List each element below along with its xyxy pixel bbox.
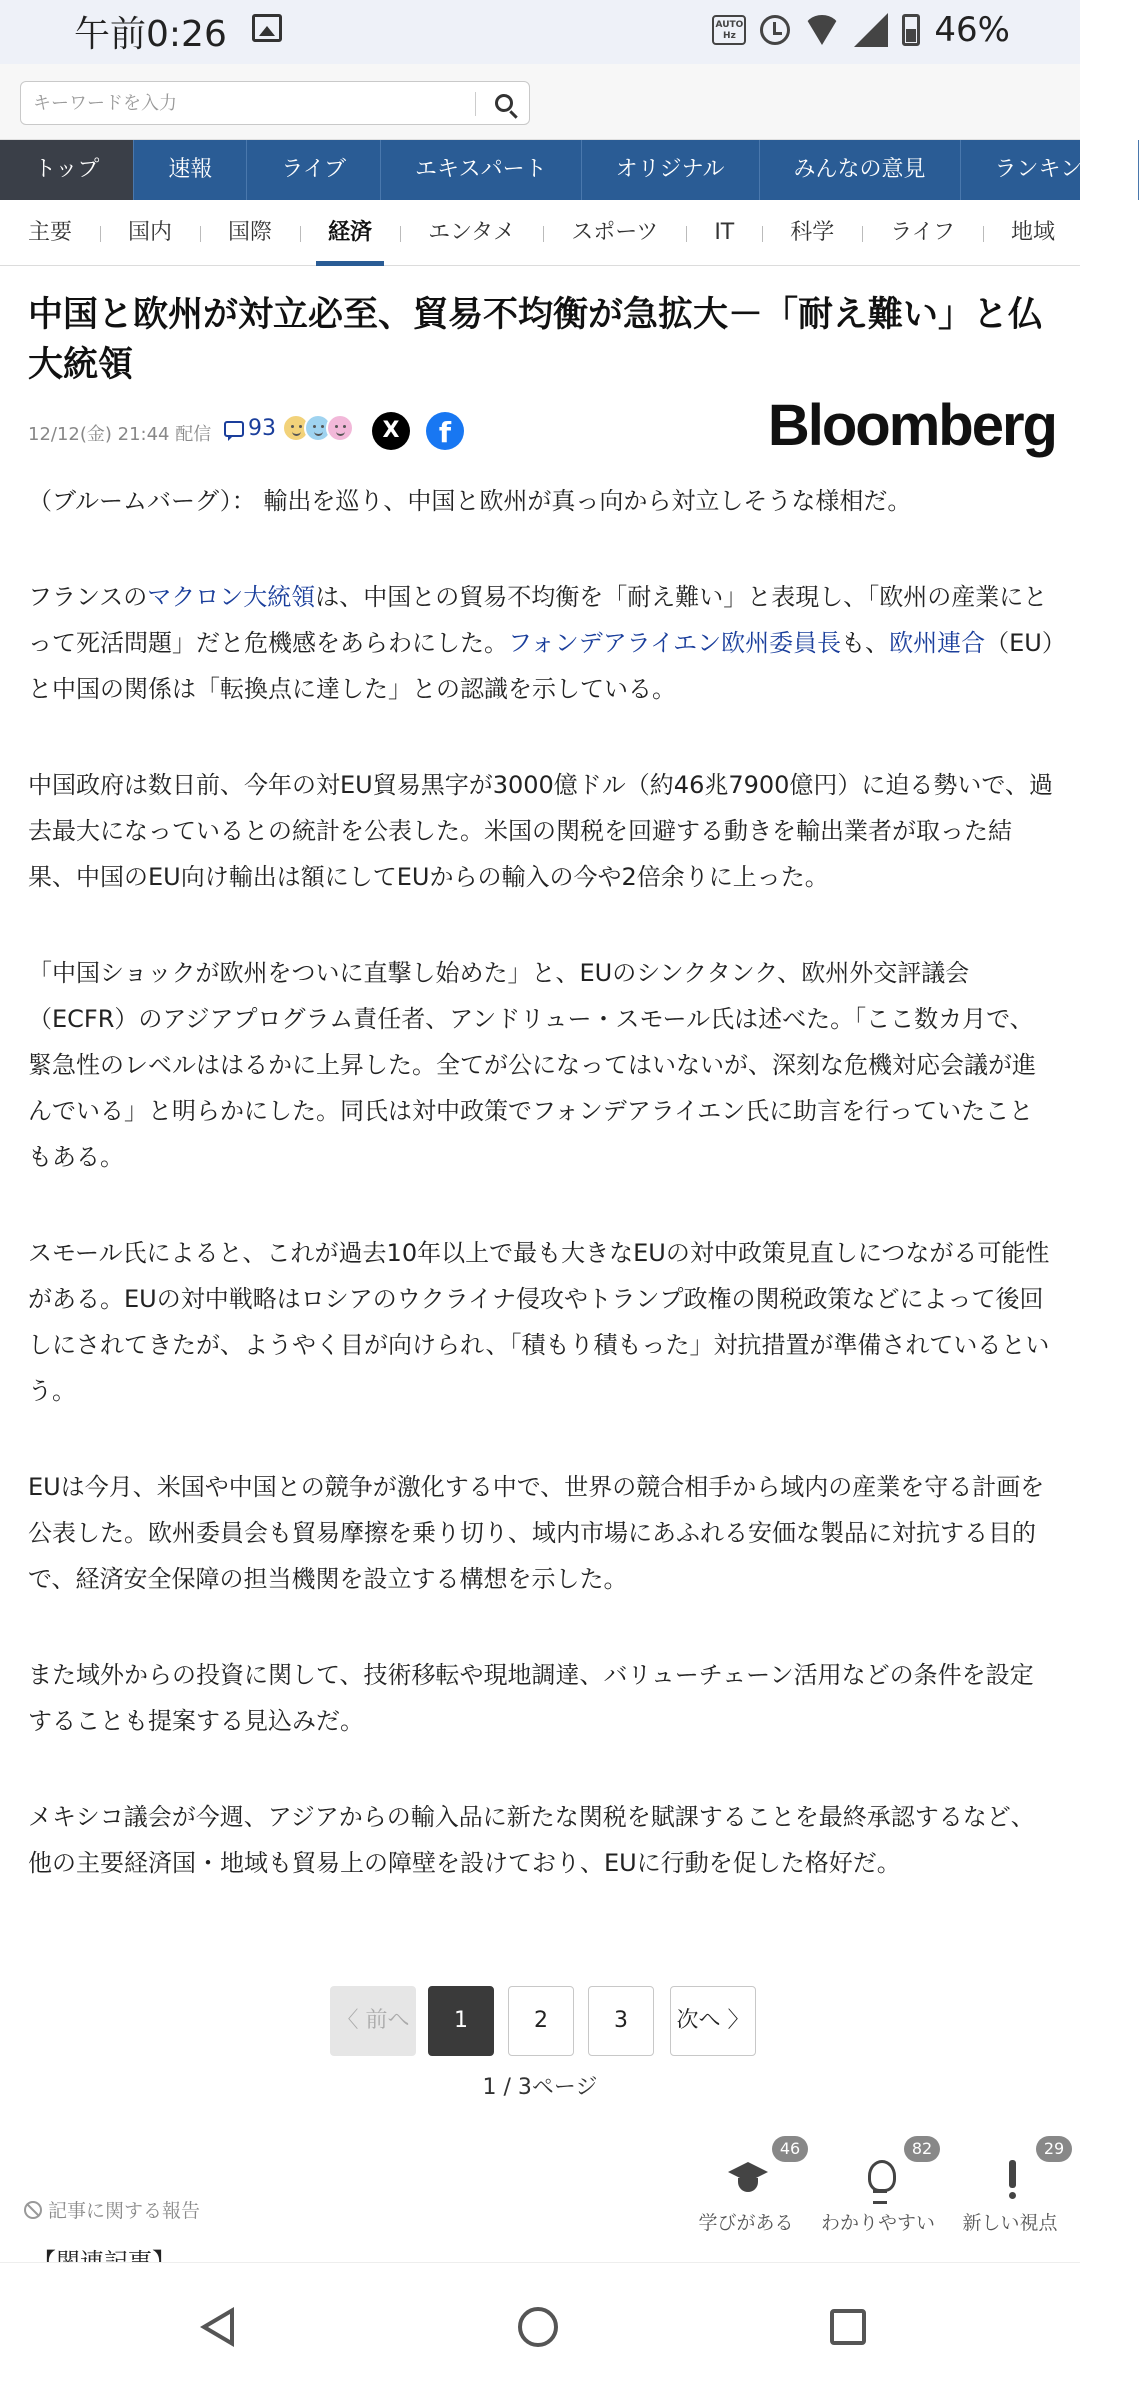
report-label: 記事に関する報告: [48, 2200, 201, 2222]
tab-entertainment[interactable]: エンタメ: [400, 200, 543, 266]
comment-icon: [224, 421, 244, 437]
search-icon: [495, 94, 513, 112]
link-macron[interactable]: マクロン大統領: [147, 583, 316, 611]
paragraph: 中国政府は数日前、今年の対EU貿易黒字が3000億ドル（約46兆7900億円）に迫る勢いで、過去最大になっているとの統計を公表した。米国の関税を回避する動きを輸出業者が取った結果、中国のEU向け輸出は額にしてEUからの輸入の今や2倍余りに上った。: [28, 771, 1053, 891]
paragraph: （ブルームバーグ）： 輸出を巡り、中国と欧州が真っ向から対立しそうな様相だ。: [28, 487, 912, 515]
paragraph: 「中国ショックが欧州をついに直撃し始めた」と、EUのシンクタンク、欧州外交評議会（ECFR）のアジアプログラム責任者、アンドリュー・スモール氏は述べた。「ここ数カ月で、緊急性のレベルははるかに上昇した。全てが公になってはいないが、深刻な危機対応会議が進んでいる」と明らかにした。同氏は対中政策でフォンデアライエン氏に助言を行っていたこともある。: [28, 959, 1036, 1171]
comment-count: 93: [248, 416, 276, 441]
next-page-button[interactable]: 次へ 〉: [670, 1986, 756, 2056]
image-icon: [252, 14, 282, 42]
publisher-logo[interactable]: Bloomberg: [767, 393, 1056, 458]
search-area: [0, 64, 1080, 140]
page-2-button[interactable]: 2: [508, 1986, 574, 2056]
nav-opinions[interactable]: みんなの意見: [760, 140, 961, 200]
tab-sports[interactable]: スポーツ: [543, 200, 686, 266]
report-article-link[interactable]: [24, 2196, 200, 2223]
feedback-label: わかりやすい: [820, 2212, 935, 2234]
paragraph: また域外からの投資に関して、技術移転や現地調達、バリューチェーン活用などの条件を設定することも提案する見込みだ。: [28, 1661, 1034, 1735]
primary-nav: [0, 140, 1104, 200]
paragraph: EUは今月、米国や中国との競争が激化する中で、世界の競合相手から域内の産業を守る計画を公表した。欧州委員会も貿易摩擦を乗り切り、域内市場にあふれる安価な製品に対抗する目的で、経済安全保障の担当機関を設立する構想を示した。: [28, 1473, 1045, 1593]
publish-date: 12/12(金) 21:44 配信: [28, 424, 212, 445]
page-count: 1 / 3ページ: [482, 2075, 598, 2100]
prev-page-button: 〈 前へ: [330, 1986, 416, 2056]
feedback-count: 82: [904, 2136, 940, 2162]
pagination: [0, 1986, 1080, 2056]
nav-breaking[interactable]: 速報: [134, 140, 247, 200]
feedback-new-view-button[interactable]: [940, 2136, 1080, 2246]
search-divider: [475, 92, 476, 116]
smile-face-icon: [326, 414, 354, 442]
status-bar: [0, 0, 1080, 64]
feedback-clear-button[interactable]: [808, 2136, 948, 2246]
paragraph: [28, 574, 1054, 712]
article-meta: [28, 393, 1056, 462]
nav-original[interactable]: オリジナル: [582, 140, 760, 200]
search-box: [20, 81, 530, 125]
article-title: 中国と欧州が対立必至、貿易不均衡が急拡大－「耐え難い」と仏大統領: [28, 295, 1044, 385]
system-nav-bar: [0, 2262, 1080, 2400]
feedback-count: 29: [1036, 2136, 1072, 2162]
tab-main[interactable]: 主要: [28, 219, 73, 245]
paragraph-text: は、中国との貿易不均衡を「耐え難い」と表現し、「欧州の産業にとって死活問題」だと危機感をあらわにした。: [28, 583, 1048, 657]
paragraph: メキシコ議会が今週、アジアからの輸入品に新たな関税を賦課することを最終承認するなど、他の主要経済国・地域も貿易上の障壁を設けており、EUに行動を促した格好だ。: [28, 1803, 1035, 1877]
prohibited-icon: [24, 2201, 42, 2219]
tab-life[interactable]: ライフ: [862, 200, 983, 266]
paragraph-text: フランスの: [28, 583, 148, 611]
back-icon[interactable]: [200, 2307, 234, 2347]
lightbulb-icon: [858, 2158, 902, 2202]
nav-live[interactable]: ライブ: [247, 140, 381, 200]
link-von-der-leyen[interactable]: フォンデアライエン欧州委員長: [508, 629, 842, 657]
exclamation-icon: [990, 2158, 1034, 2202]
tab-it[interactable]: IT: [686, 200, 762, 266]
paragraph-text: （EU）と中国の関係は「転換点に達した」との認識を示している。: [28, 629, 1054, 703]
link-eu[interactable]: 欧州連合: [889, 629, 986, 657]
tab-local[interactable]: 地域: [983, 200, 1083, 266]
facebook-share-button[interactable]: f: [426, 412, 464, 450]
feedback-label: 学びがある: [698, 2212, 794, 2234]
article-body: [28, 478, 1054, 1936]
tab-domestic[interactable]: 国内: [100, 200, 200, 266]
comment-link[interactable]: [224, 416, 276, 441]
auto-hz-icon: AUTO Hz: [712, 15, 746, 45]
x-share-button[interactable]: X: [372, 412, 410, 450]
wifi-icon: [804, 15, 840, 45]
feedback-label: 新しい視点: [962, 2212, 1058, 2234]
alarm-icon: [760, 15, 790, 45]
nav-expert[interactable]: エキスパート: [381, 140, 582, 200]
battery-percent: 46%: [934, 10, 1010, 50]
tab-economy[interactable]: 経済: [300, 200, 400, 266]
search-input[interactable]: [21, 82, 479, 124]
related-articles-heading: [32, 2248, 176, 2262]
category-nav: [0, 200, 1080, 266]
status-time: 午前0:26: [74, 14, 227, 55]
recent-apps-icon[interactable]: [830, 2309, 866, 2345]
home-icon[interactable]: [518, 2307, 558, 2347]
paragraph: スモール氏によると、これが過去10年以上で最も大きなEUの対中政策見直しにつながる可能性がある。EUの対中戦略はロシアのウクライナ侵攻やトランプ政権の関税政策などによって後回しにされてきたが、ようやく目が向けられ、「積もり積もった」対抗措置が準備されているという。: [28, 1239, 1050, 1405]
graduation-cap-icon: [726, 2158, 770, 2202]
tab-international[interactable]: 国際: [200, 200, 300, 266]
nav-ranking[interactable]: ランキング: [961, 140, 1139, 200]
nav-top[interactable]: トップ: [0, 140, 134, 200]
search-button[interactable]: [479, 82, 529, 124]
signal-icon: [854, 13, 888, 47]
page-3-button[interactable]: 3: [588, 1986, 654, 2056]
tab-science[interactable]: 科学: [762, 200, 862, 266]
page-1-button[interactable]: 1: [428, 1986, 494, 2056]
battery-icon: [902, 14, 920, 46]
reaction-faces[interactable]: [282, 414, 354, 442]
paragraph-text: も、: [841, 629, 890, 657]
feedback-count: 46: [772, 2136, 808, 2162]
feedback-learn-button[interactable]: [676, 2136, 816, 2246]
article: [0, 266, 1080, 2262]
status-icons: [712, 10, 1010, 50]
